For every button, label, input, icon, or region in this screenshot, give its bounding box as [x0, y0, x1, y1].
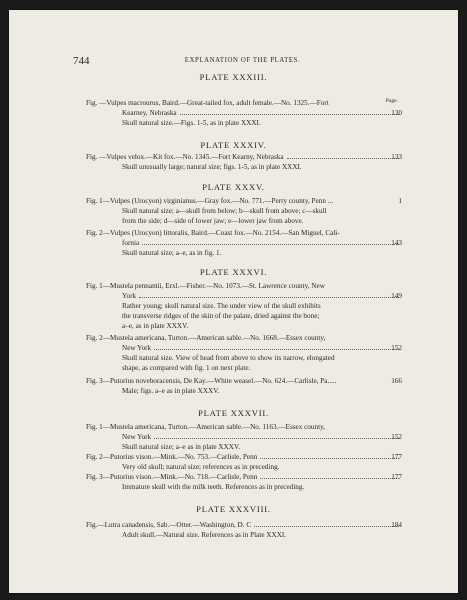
plate-title: PLATE XXXVIII.	[196, 504, 271, 514]
page-column-label: Page.	[385, 98, 398, 104]
page-ref: 166	[391, 377, 402, 385]
entry-line: Fig. —Vulpes velox.—Kit fox.—No. 1345.—Fort Kearny, Nebraska	[86, 152, 402, 162]
entry-line: Fig. 2—Mustela americana, Turton.—American sable.—No. 1668.—Essex county,	[86, 334, 326, 342]
entry-line: Fig. —Vulpes macrourus, Baird.—Great-tailed fox, adult female.—No. 1325.—Fort	[86, 99, 329, 107]
entry-line: Very old skull; natural size; references as in preceding.	[122, 463, 280, 471]
page-ref: 177	[391, 453, 402, 461]
entry-line: fornia	[122, 238, 402, 248]
entry-line: Kearney, Nebraska	[122, 108, 402, 118]
entry-line: Skull natural size; a—skull from below; b—skull from above; c—skull	[122, 207, 327, 215]
page-ref: 149	[391, 292, 402, 300]
entry-line: Skull natural size. View of head from above to show its narrow, elongated	[122, 354, 335, 362]
entry-line: Adult skull.—Natural size. References as in Plate XXXI.	[122, 531, 287, 539]
entry-line: Fig. 1—Mustela pennantii, Erxl.—Fisher.—No. 1073.—St. Lawrence county, New	[86, 282, 325, 290]
entry-line: the transverse ridges of the skin of the palate, dried against the bone;	[122, 312, 320, 320]
entry-line: Fig.—Lutra canadensis, Sab.—Otter.—Washington, D. C	[86, 520, 402, 530]
page-ref: 184	[391, 521, 402, 529]
plate-title: PLATE XXXV.	[202, 182, 265, 192]
page-ref: 130	[391, 109, 402, 117]
page-ref: 1	[398, 197, 402, 205]
entry-line: shape, as compared with fig. 1 on next plate.	[122, 364, 251, 372]
page-title: EXPLANATION OF THE PLATES.	[184, 57, 301, 64]
entry-line: Skull unusually large; natural size; figs. 1-5, as in plate XXXI.	[122, 163, 302, 171]
entry-line: Fig. 1—Mustela americana, Turton.—American sable.—No. 1163.—Essex county,	[86, 423, 326, 431]
entry-line: Fig. 1—Vulpes (Urocyon) virginianus.—Gray fox.—No. 771.—Perry county, Penn ...	[86, 197, 334, 205]
entry-line: Fig. 3—Putorius vison.—Mink.—No. 718.—Carlisle, Penn	[86, 472, 402, 482]
entry-line: Male; figs. a–e as in plate XXXV.	[122, 387, 220, 395]
entry-line: from the side; d—side of lower jaw; e—lower jaw from above.	[122, 217, 304, 225]
running-header	[73, 55, 412, 67]
plate-title: PLATE XXXIII.	[199, 72, 268, 82]
entry-line: Fig. 3—Putorius noveboracensis, De Kay.—White weasel.—No. 624.—Carlisle, Pa.....	[86, 377, 337, 385]
page-ref: 133	[391, 153, 402, 161]
entry-line: Skull natural size; a–e as in plate XXXV.	[122, 443, 241, 451]
entry-line: Skull natural size.—Figs. 1-5, as in plate XXXI.	[122, 119, 261, 127]
entry-line: New York	[122, 432, 402, 442]
page-number: 744	[73, 55, 90, 67]
page-ref: 152	[391, 344, 402, 352]
entry-line: Rather young; skull natural size. The under view of the skull exhibits	[122, 302, 321, 310]
entry-line: a–e, as in plate XXXV.	[122, 322, 189, 330]
page-ref: 177	[391, 473, 402, 481]
entry-line: Fig. 2—Putorius vison.—Mink.—No. 753.—Carlisle, Penn	[86, 452, 402, 462]
entry-line: Immature skull with the milk teeth. References as in preceding.	[122, 483, 305, 491]
entry-line: Fig. 2—Vulpes (Urocyon) littoralis, Baird.—Coast fox.—No. 2154.—San Miguel, Cali-	[86, 229, 340, 237]
entry-line: Skull natural size; a–e, as in fig. 1.	[122, 249, 222, 257]
plate-title: PLATE XXXIV.	[200, 140, 267, 150]
plate-title: PLATE XXXVI.	[199, 267, 268, 277]
page-ref: 152	[391, 433, 402, 441]
page-ref: 143	[391, 239, 402, 247]
document-page	[9, 10, 458, 593]
entry-line: York	[122, 291, 402, 301]
plate-title: PLATE XXXVII.	[197, 408, 270, 418]
entry-line: New York	[122, 343, 402, 353]
